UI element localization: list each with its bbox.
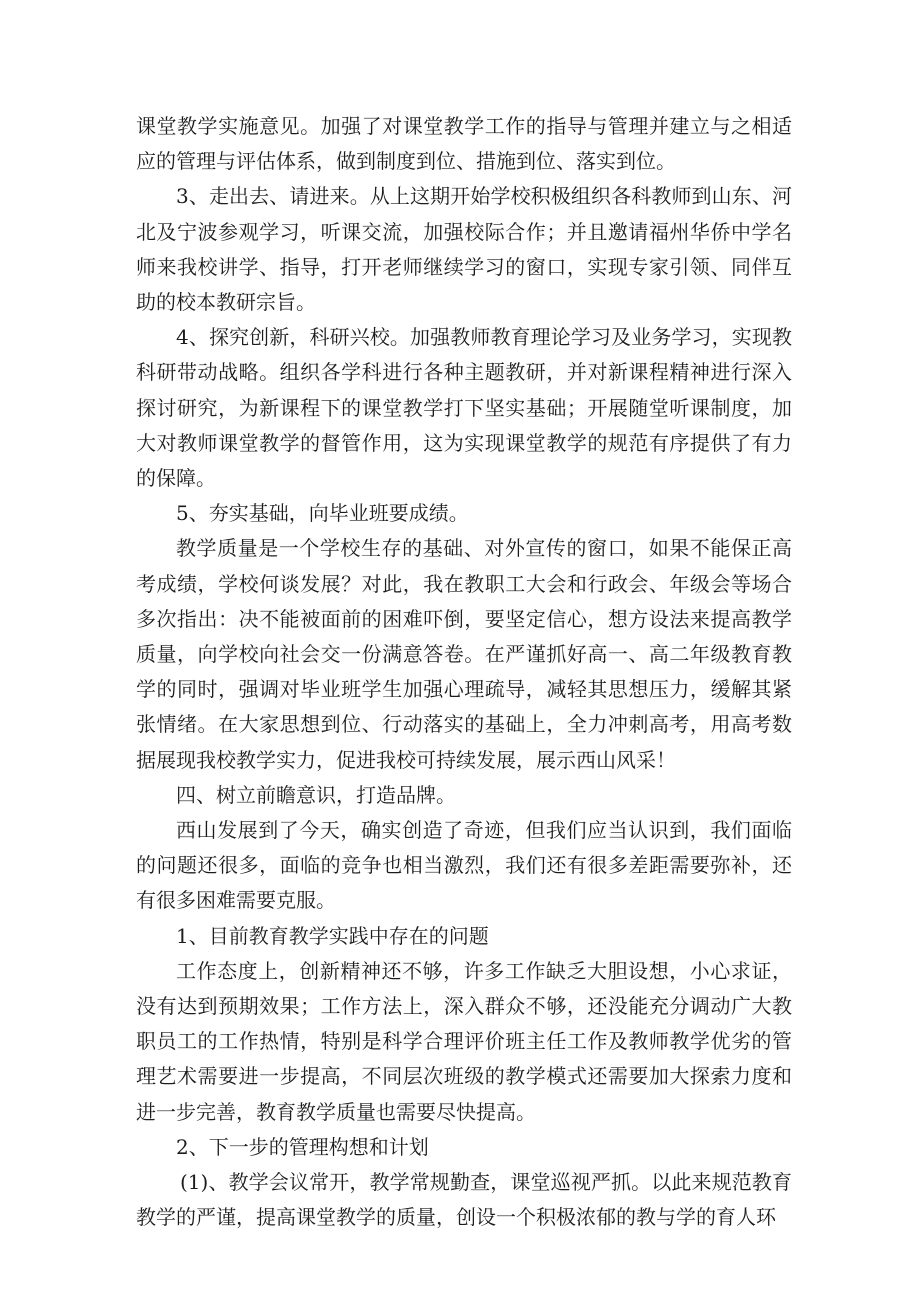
paragraph-work-attitude: 工作态度上，创新精神还不够，许多工作缺乏大胆设想，小心求证，没有达到预期效果；工作方法上，深入群众不够，还没能充分调动广大教职员工的工作热情，特别是科学合理评价班主任工作及教师教学优劣的管理艺术需要进一步提高，不同层次班级的教学模式还需要加大探索力度和进一步完善，教育教学质量也需要尽快提高。 [136, 958, 792, 1124]
paragraph-continuation: 课堂教学实施意见。加强了对课堂教学工作的指导与管理并建立与之相适应的管理与评估体系，做到制度到位、措施到位、落实到位。 [136, 114, 792, 174]
paragraph-item-3: 3、走出去、请进来。从上这期开始学校积极组织各科教师到山东、河北及宁波参观学习，听课交流，加强校际合作；并且邀请福州华侨中学名师来我校讲学、指导，打开老师继续学习的窗口，实现专家引领、同伴互助的校本教研宗旨。 [136, 184, 792, 315]
paragraph-item-5-heading: 5、夯实基础，向毕业班要成绩。 [176, 501, 469, 526]
subheading-current-problems: 1、目前教育教学实践中存在的问题 [176, 923, 489, 948]
subheading-next-plan: 2、下一步的管理构想和计划 [176, 1134, 429, 1159]
paragraph-item-4: 4、探究创新，科研兴校。加强教师教育理论学习及业务学习，实现教科研带动战略。组织各学科进行各种主题教研，并对新课程精神进行深入探讨研究，为新课程下的课堂教学打下坚实基础；开展随堂听课制度，加大对教师课堂教学的督管作用，这为实现课堂教学的规范有序提供了有力的保障。 [136, 325, 792, 491]
paragraph-plan-item-1: (1)、教学会议常开，教学常规勤查，课堂巡视严抓。以此来规范教育教学的严谨，提高课堂教学的质量，创设一个积极浓郁的教与学的育人环 [136, 1170, 792, 1230]
document-body [136, 109, 792, 1236]
paragraph-xishan-development: 西山发展到了今天，确实创造了奇迹，但我们应当认识到，我们面临的问题还很多，面临的竞争也相当激烈，我们还有很多差距需要弥补，还有很多困难需要克服。 [136, 818, 792, 913]
paragraph-teaching-quality: 教学质量是一个学校生存的基础、对外宣传的窗口，如果不能保正高考成绩，学校何谈发展？对此，我在教职工大会和行政会、年级会等场合多次指出：决不能被面前的困难吓倒，要坚定信心，想方设法来提高教学质量，向学校向社会交一份满意答卷。在严谨抓好高一、高二年级教育教学的同时，强调对毕业班学生加强心理疏导，减轻其思想压力，缓解其紧张情绪。在大家思想到位、行动落实的基础上，全力冲刺高考，用高考数据展现我校教学实力，促进我校可持续发展，展示西山风采！ [136, 536, 792, 772]
section-heading-four: 四、树立前瞻意识，打造品牌。 [176, 782, 456, 807]
